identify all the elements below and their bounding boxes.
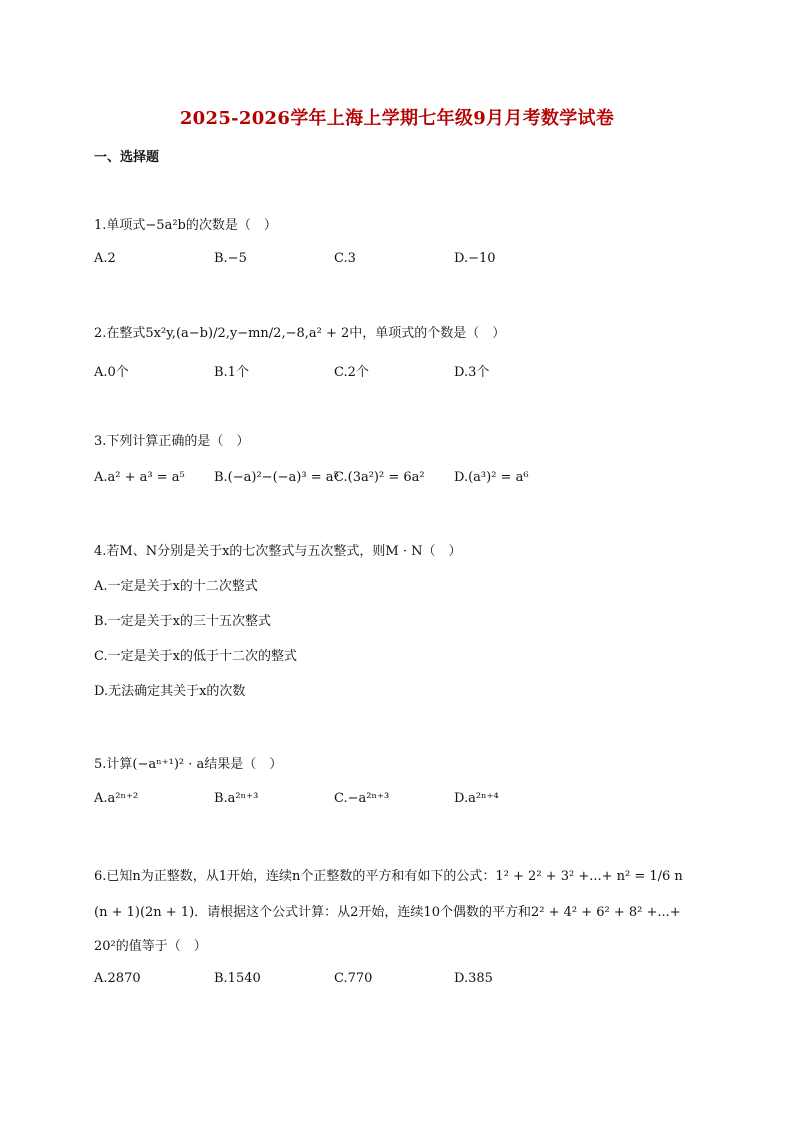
question-3-option-c: C.(3a²)² = 6a² bbox=[334, 470, 425, 485]
question-6-stem-line-1: 6.已知n为正整数，从1开始，连续n个正整数的平方和有如下的公式：1² + 2² + 3² +...+ n² = 1/6 n bbox=[94, 869, 683, 884]
question-6-option-d: D.385 bbox=[454, 971, 493, 986]
question-2-option-d: D.3个 bbox=[454, 365, 490, 380]
question-5-option-a: A.a²ⁿ⁺² bbox=[94, 791, 139, 806]
question-2-option-b: B.1个 bbox=[214, 365, 249, 380]
question-1-option-b: B.−5 bbox=[214, 251, 247, 266]
question-6-stem-line-2: (n + 1)(2n + 1)．请根据这个公式计算：从2开始，连续10个偶数的平方和2² + 4² + 6² + 8² +...+ bbox=[94, 905, 681, 920]
question-5-option-c: C.−a²ⁿ⁺³ bbox=[334, 791, 390, 806]
question-4-option-b: B.一定是关于x的三十五次整式 bbox=[94, 614, 272, 629]
question-3-option-b: B.(−a)²−(−a)³ = a⁵ bbox=[214, 470, 339, 485]
question-1-option-c: C.3 bbox=[334, 251, 356, 266]
question-1-stem: 1.单项式−5a²b的次数是（ ） bbox=[94, 218, 277, 233]
question-6-stem-line-3: 20²的值等于（ ） bbox=[94, 939, 207, 954]
question-5-stem: 5.计算(−aⁿ⁺¹)² · a结果是（ ） bbox=[94, 757, 283, 772]
question-2-option-a: A.0个 bbox=[94, 365, 129, 380]
question-1-option-a: A.2 bbox=[94, 251, 116, 266]
question-3-option-d: D.(a³)² = a⁶ bbox=[454, 470, 529, 485]
question-5-option-d: D.a²ⁿ⁺⁴ bbox=[454, 791, 499, 806]
question-1-option-d: D.−10 bbox=[454, 251, 496, 266]
section-heading: 一、选择题 bbox=[94, 150, 160, 165]
question-4-option-d: D.无法确定其关于x的次数 bbox=[94, 684, 246, 699]
question-2-stem: 2.在整式5x²y,(a−b)/2,y−mn/2,−8,a² + 2中，单项式的个数是（ ） bbox=[94, 326, 506, 341]
question-3-option-a: A.a² + a³ = a⁵ bbox=[94, 470, 185, 485]
question-6-option-a: A.2870 bbox=[94, 971, 141, 986]
question-6-option-c: C.770 bbox=[334, 971, 373, 986]
question-4-option-a: A.一定是关于x的十二次整式 bbox=[94, 579, 258, 594]
question-6-option-b: B.1540 bbox=[214, 971, 261, 986]
exam-title: 2025-2026学年上海上学期七年级9月月考数学试卷 bbox=[179, 108, 615, 129]
question-4-option-c: C.一定是关于x的低于十二次的整式 bbox=[94, 649, 297, 664]
question-5-option-b: B.a²ⁿ⁺³ bbox=[214, 791, 259, 806]
question-3-stem: 3.下列计算正确的是（ ） bbox=[94, 434, 250, 449]
question-2-option-c: C.2个 bbox=[334, 365, 369, 380]
question-4-stem: 4.若M、N分别是关于x的七次整式与五次整式，则M · N（ ） bbox=[94, 544, 462, 559]
